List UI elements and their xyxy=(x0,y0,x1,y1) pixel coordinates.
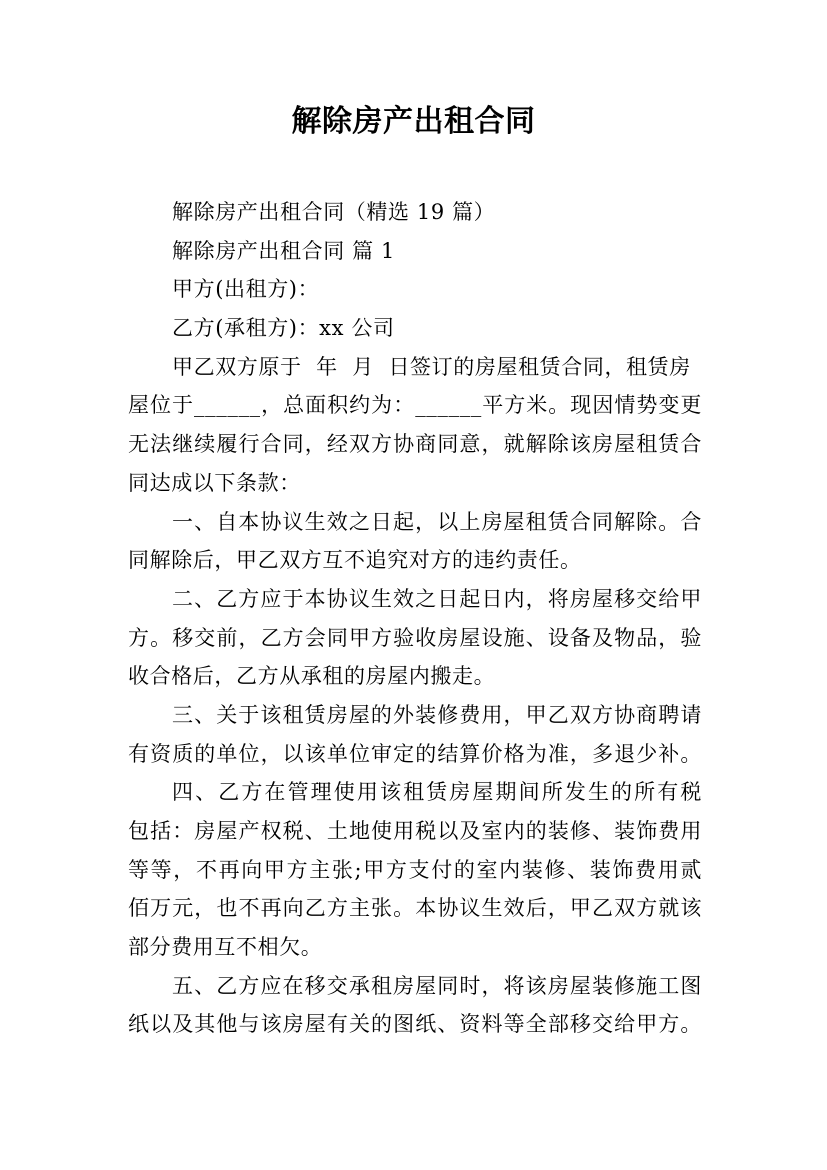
clause-2-line: 方。移交前，乙方会同甲方验收房屋设施、设备及物品，验 xyxy=(128,625,702,650)
clause-5-line: 纸以及其他与该房屋有关的图纸、资料等全部移交给甲方。 xyxy=(128,1012,702,1037)
clause-4-line: 部分费用互不相欠。 xyxy=(128,935,323,960)
clause-4-line: 等等，不再向甲方主张;甲方支付的室内装修、装饰费用贰 xyxy=(128,857,702,882)
clause-4-line: 佰万元，也不再向乙方主张。本协议生效后，甲乙双方就该 xyxy=(128,896,702,921)
party-a-line: 甲方(出租方)： xyxy=(172,277,320,302)
document-body xyxy=(128,193,702,1044)
section-heading: 解除房产出租合同 篇 1 xyxy=(172,238,395,263)
document-title: 解除房产出租合同 xyxy=(291,104,536,139)
paragraph-line: 屋位于______，总面积约为：______平方米。现因情势变更 xyxy=(128,393,702,418)
clause-1-line: 一、自本协议生效之日起，以上房屋租赁合同解除。合 xyxy=(172,509,702,534)
subtitle-line: 解除房产出租合同（精选 19 篇） xyxy=(172,200,496,224)
clause-3-line: 有资质的单位，以该单位审定的结算价格为准，多退少补。 xyxy=(128,741,702,766)
clause-2-line: 收合格后，乙方从承租的房屋内搬走。 xyxy=(128,664,496,689)
clause-4-line: 包括：房屋产权税、土地使用税以及室内的装修、装饰费用 xyxy=(128,819,702,843)
clause-3-line: 三、关于该租赁房屋的外装修费用，甲乙双方协商聘请 xyxy=(172,702,702,727)
party-b-line: 乙方(承租方)：xx 公司 xyxy=(172,316,395,341)
clause-4-line: 四、乙方在管理使用该租赁房屋期间所发生的所有税 xyxy=(172,780,702,805)
paragraph-line: 无法继续履行合同，经双方协商同意，就解除该房屋租赁合 xyxy=(128,432,702,457)
clause-5-line: 五、乙方应在移交承租房屋同时，将该房屋装修施工图 xyxy=(172,973,702,998)
clause-1-line: 同解除后，甲乙双方互不追究对方的违约责任。 xyxy=(128,548,582,573)
paragraph-line: 同达成以下条款： xyxy=(128,470,301,495)
paragraph-line: 甲乙双方原于 年 月 日签订的房屋租赁合同，租赁房 xyxy=(172,354,691,379)
clause-2-line: 二、乙方应于本协议生效之日起日内，将房屋移交给甲 xyxy=(172,586,702,611)
